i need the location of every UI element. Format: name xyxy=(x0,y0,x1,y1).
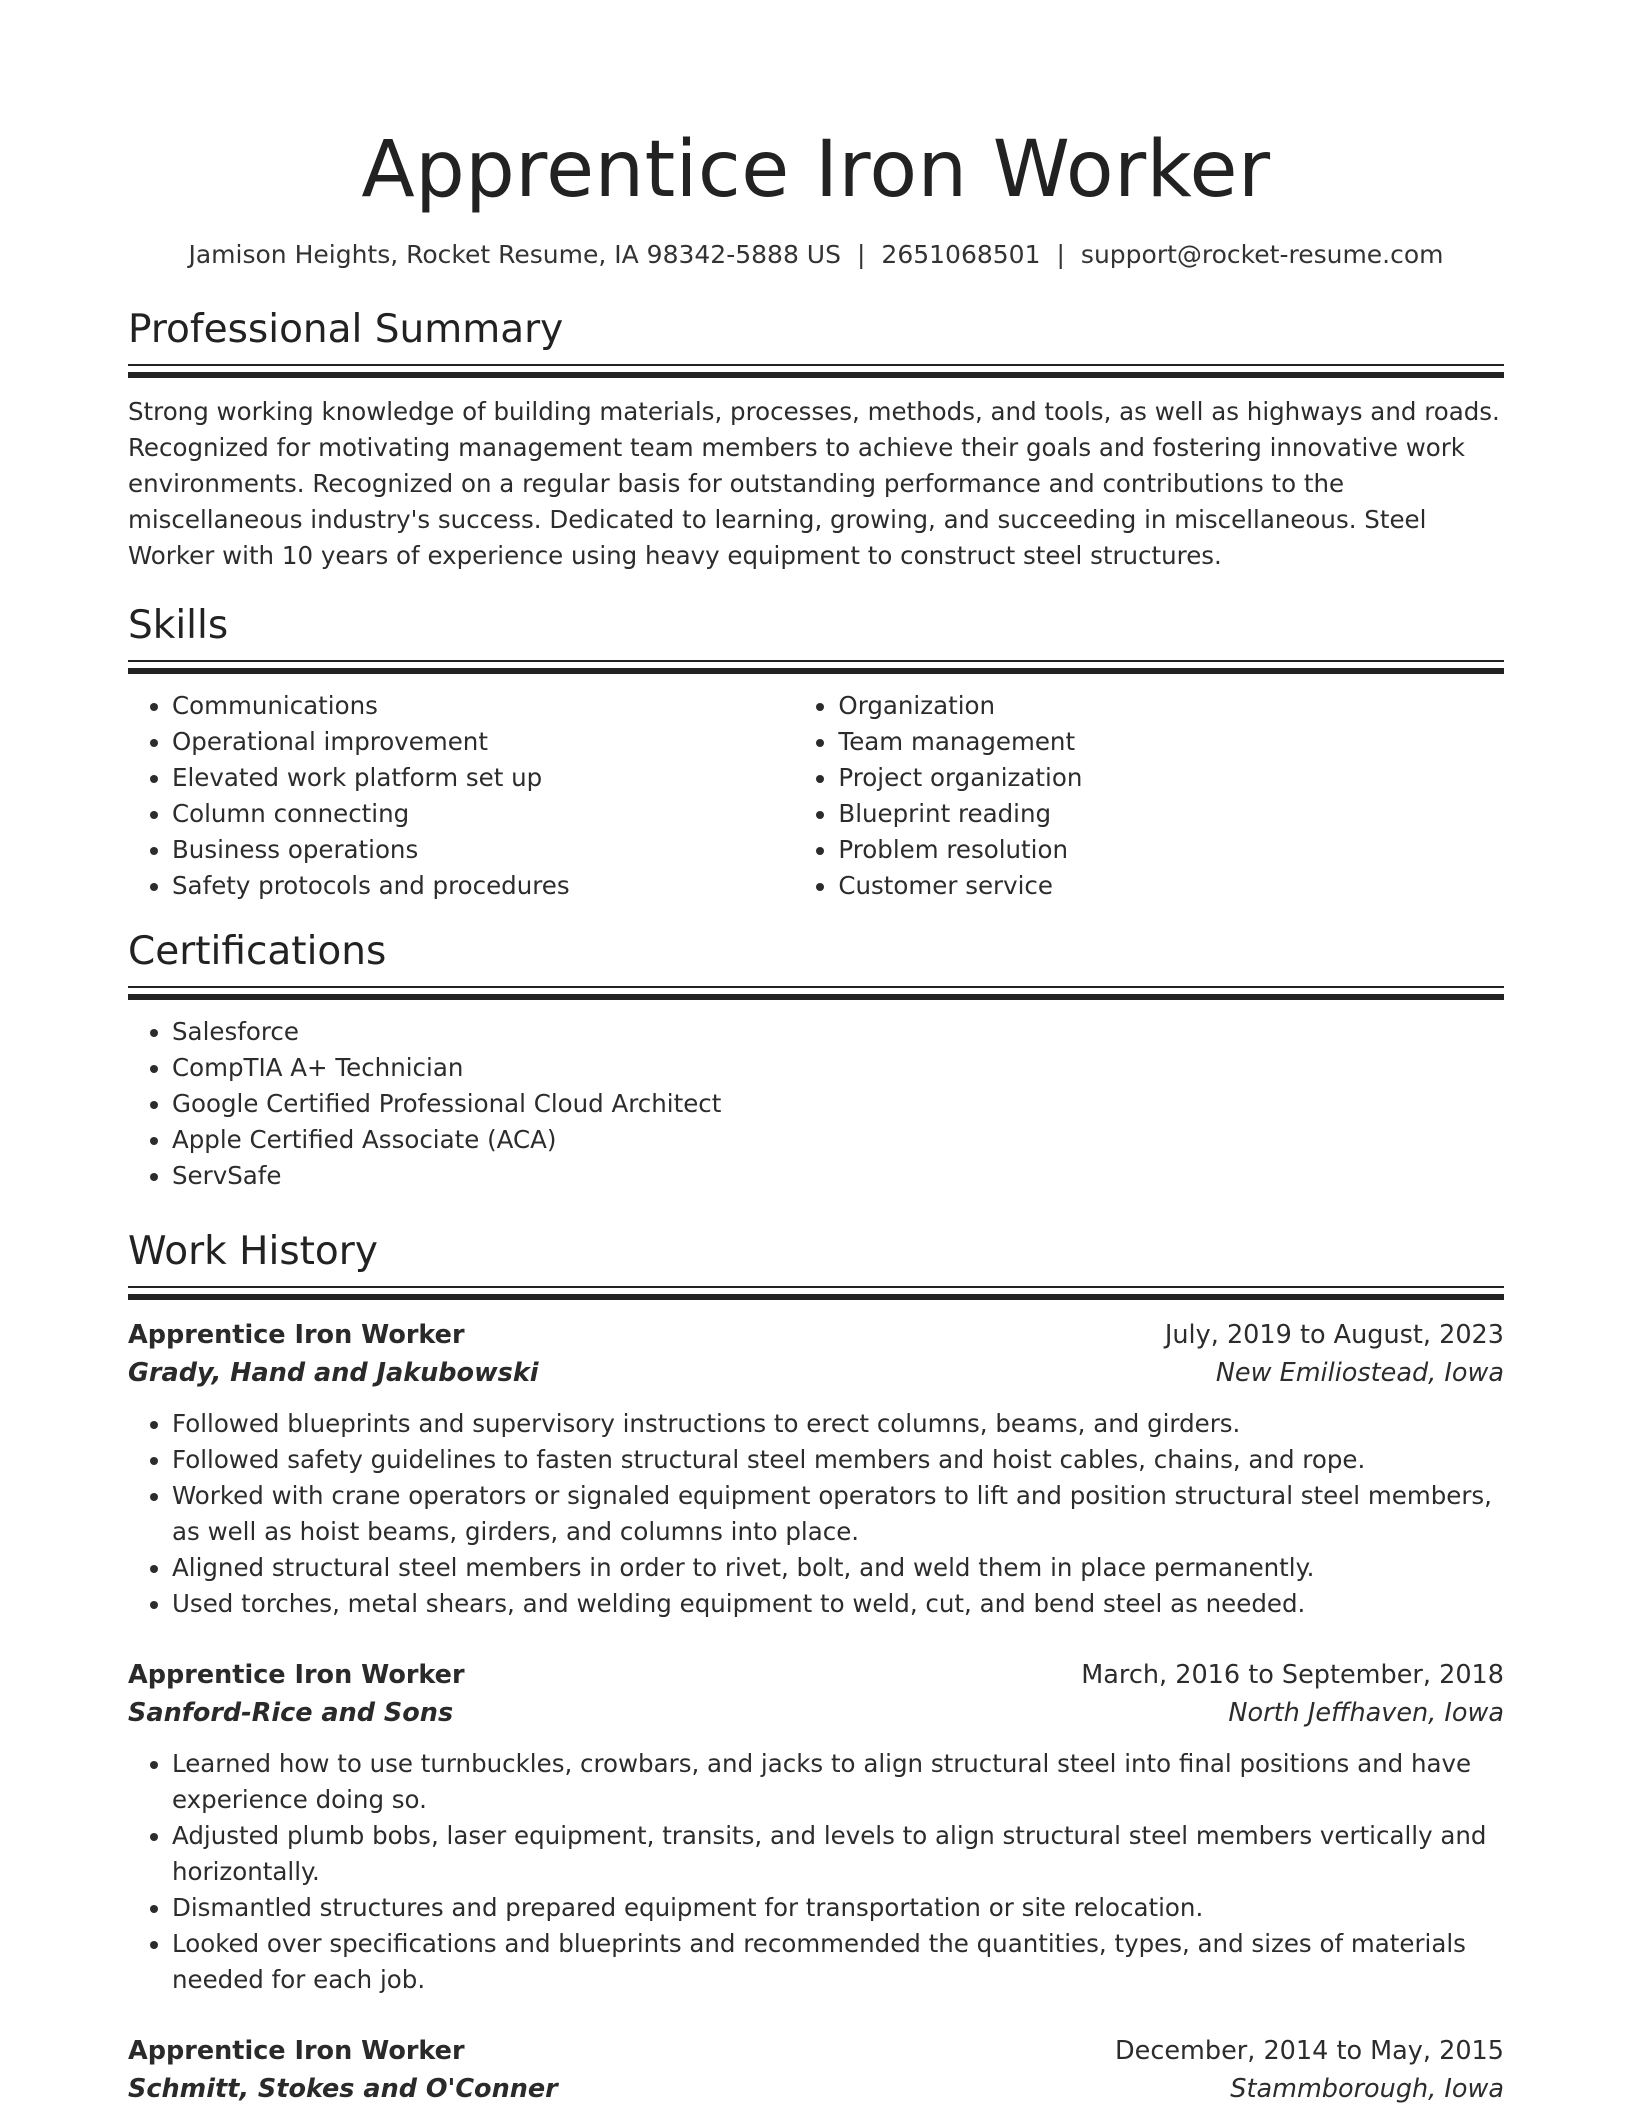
skill-item: • Elevated work platform set up xyxy=(172,760,794,796)
job-header xyxy=(128,1316,1504,1354)
work-history-section xyxy=(128,1228,1504,2108)
job-location: North Jeffhaven, Iowa xyxy=(1228,1698,1504,1728)
summary-text: Strong working knowledge of building materials, processes, methods, and tools, as well as highways and roads. Recognized for motivating management team members to achieve their goals and fostering innovative work environments. Recognized on a regular basis for outstanding performance and contributions to the miscellaneous industry's success. Dedicated to learning, growing, and succeeding in miscellaneous. Steel Worker with 10 years of experience using heavy equipment to construct steel structures. xyxy=(128,397,1500,570)
job-duty: • Dismantled structures and prepared equipment for transportation or site relocation. xyxy=(172,1890,1504,1926)
job-title: Apprentice Iron Worker xyxy=(128,1320,465,1350)
job-duty: • Used torches, metal shears, and welding equipment to weld, cut, and bend steel as needed. xyxy=(172,1586,1504,1622)
contact-separator: | xyxy=(856,240,866,269)
job-header xyxy=(128,1656,1504,1694)
skill-item: • Column connecting xyxy=(172,796,794,832)
contact-phone: 2651068501 xyxy=(881,240,1041,269)
skills-list-right xyxy=(794,688,1504,904)
skill-item: • Operational improvement xyxy=(172,724,794,760)
skill-item: • Customer service xyxy=(838,868,1504,904)
certification-item: • CompTIA A+ Technician xyxy=(172,1050,1504,1086)
job-company: Sanford-Rice and Sons xyxy=(128,1698,454,1728)
work-history-heading: Work History xyxy=(128,1229,378,1274)
job-dates: July, 2019 to August, 2023 xyxy=(1164,1320,1504,1350)
contact-line xyxy=(128,238,1504,272)
job-title: Apprentice Iron Worker xyxy=(128,2036,465,2066)
summary-section xyxy=(128,306,1504,574)
job-dates: December, 2014 to May, 2015 xyxy=(1115,2036,1504,2066)
skill-item: • Business operations xyxy=(172,832,794,868)
job-entry xyxy=(128,1316,1504,1622)
job-location: New Emiliostead, Iowa xyxy=(1215,1358,1504,1388)
skills-section xyxy=(128,602,1504,904)
skill-item: • Blueprint reading xyxy=(838,796,1504,832)
job-duties-list xyxy=(128,1746,1504,1998)
section-divider xyxy=(128,1286,1504,1302)
skills-grid xyxy=(128,688,1504,904)
job-entry xyxy=(128,2032,1504,2108)
job-duty: • Learned how to use turnbuckles, crowbars, and jacks to align structural steel into final positions and have experience doing so. xyxy=(172,1746,1504,1818)
contact-separator: | xyxy=(1056,240,1065,269)
certification-item: • Apple Certified Associate (ACA) xyxy=(172,1122,1504,1158)
job-duty: • Aligned structural steel members in order to rivet, bolt, and weld them in place permanently. xyxy=(172,1550,1504,1586)
section-divider xyxy=(128,660,1504,676)
skill-item: • Organization xyxy=(838,688,1504,724)
skill-item: • Team management xyxy=(838,724,1504,760)
resume-name: Apprentice Iron Worker xyxy=(361,125,1271,215)
section-divider xyxy=(128,364,1504,380)
certification-item: • ServSafe xyxy=(172,1158,1504,1194)
job-duty: • Followed blueprints and supervisory instructions to erect columns, beams, and girders. xyxy=(172,1406,1504,1442)
summary-heading: Professional Summary xyxy=(128,307,564,352)
certifications-list xyxy=(128,1014,1504,1194)
job-duty: • Looked over specifications and blueprints and recommended the quantities, types, and sizes of materials needed for each job. xyxy=(172,1926,1504,1998)
skills-heading: Skills xyxy=(128,603,229,648)
job-dates: March, 2016 to September, 2018 xyxy=(1081,1660,1504,1690)
skill-item: • Safety protocols and procedures xyxy=(172,868,794,904)
job-subheader xyxy=(128,2070,1504,2108)
skills-list-left xyxy=(128,688,794,904)
certification-item: • Google Certified Professional Cloud Architect xyxy=(172,1086,1504,1122)
job-company: Grady, Hand and Jakubowski xyxy=(128,1358,539,1388)
resume-page xyxy=(128,0,1504,2108)
job-duties-list xyxy=(128,1406,1504,1622)
job-entry xyxy=(128,1656,1504,1998)
job-duty: • Followed safety guidelines to fasten structural steel members and hoist cables, chains, and rope. xyxy=(172,1442,1504,1478)
job-subheader xyxy=(128,1354,1504,1392)
skill-item: • Communications xyxy=(172,688,794,724)
contact-address: Jamison Heights, Rocket Resume, IA 98342-5888 US xyxy=(188,240,841,269)
skill-item: • Problem resolution xyxy=(838,832,1504,868)
contact-email: support@rocket-resume.com xyxy=(1080,240,1444,269)
section-divider xyxy=(128,986,1504,1002)
skill-item: • Project organization xyxy=(838,760,1504,796)
certification-item: • Salesforce xyxy=(172,1014,1504,1050)
certifications-section xyxy=(128,928,1504,1194)
job-subheader xyxy=(128,1694,1504,1732)
job-duty: • Adjusted plumb bobs, laser equipment, transits, and levels to align structural steel members vertically and horizontally. xyxy=(172,1818,1504,1890)
job-duty: • Worked with crane operators or signaled equipment operators to lift and position structural steel members, as well as hoist beams, girders, and columns into place. xyxy=(172,1478,1504,1550)
job-title: Apprentice Iron Worker xyxy=(128,1660,465,1690)
job-company: Schmitt, Stokes and O'Conner xyxy=(128,2074,558,2104)
certifications-heading: Certifications xyxy=(128,929,387,974)
job-header xyxy=(128,2032,1504,2070)
job-location: Stammborough, Iowa xyxy=(1230,2074,1504,2104)
